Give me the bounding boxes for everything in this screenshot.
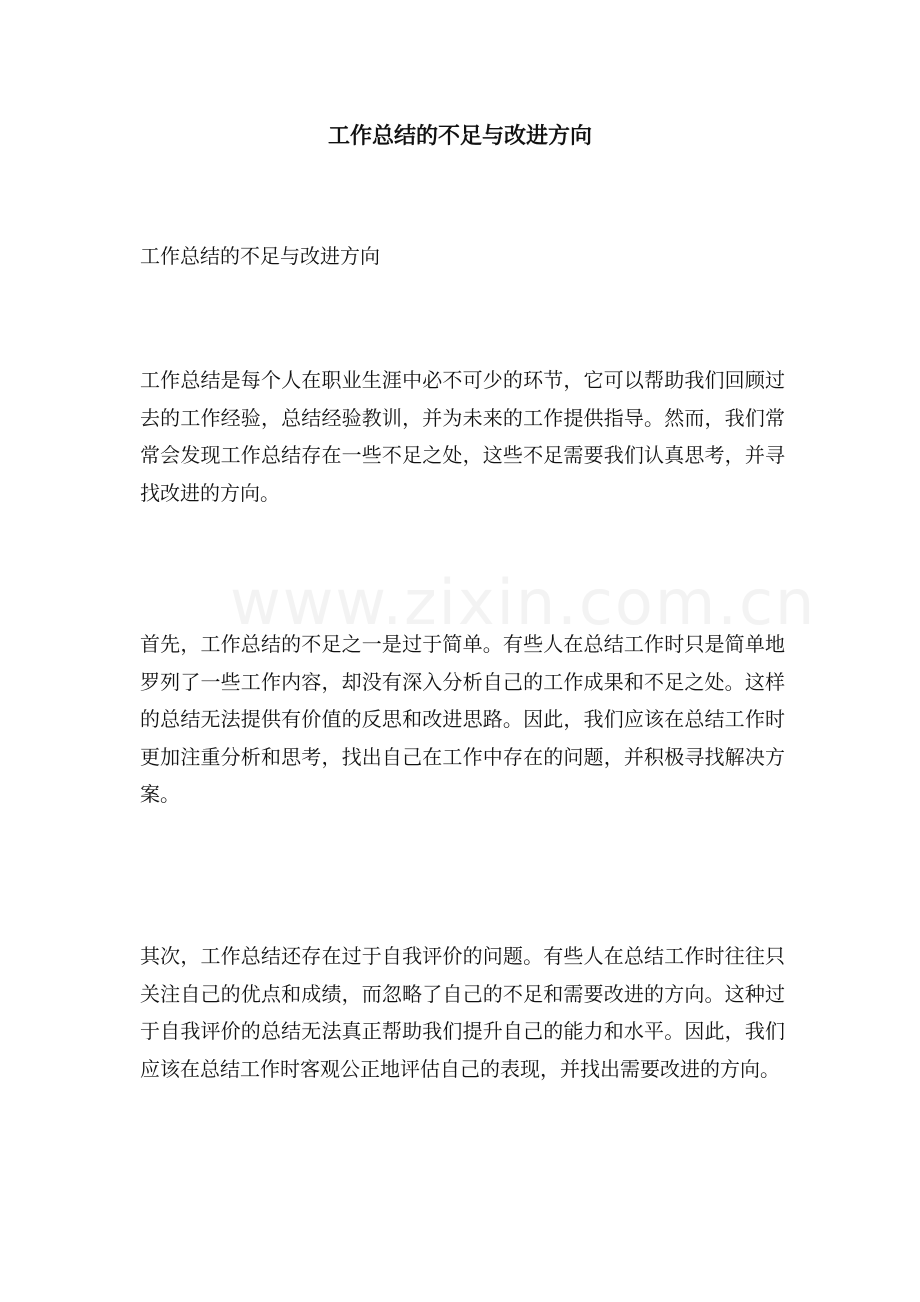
document-title: 工作总结的不足与改进方向 (327, 123, 592, 149)
document-subtitle: 工作总结的不足与改进方向 (140, 244, 380, 268)
paragraph-3: 其次，工作总结还存在过于自我评价的问题。有些人在总结工作时往往只关注自己的优点和成绩，而忽略了自己的不足和需要改进的方向。这种过于自我评价的总结无法真正帮助我们提升自己的能力和水平。因此，我们应该在总结工作时客观公正地评估自己的表现，并找出需要改进的方向。 (140, 944, 785, 1081)
watermark: www.zixin.com.cn (230, 566, 817, 639)
paragraph-1: 工作总结是每个人在职业生涯中必不可少的环节，它可以帮助我们回顾过去的工作经验，总结经验教训，并为未来的工作提供指导。然而，我们常常会发现工作总结存在一些不足之处，这些不足需要我们认真思考，并寻找改进的方向。 (140, 368, 785, 505)
paragraph-2: 首先，工作总结的不足之一是过于简单。有些人在总结工作时只是简单地罗列了一些工作内容，却没有深入分析自己的工作成果和不足之处。这样的总结无法提供有价值的反思和改进思路。因此，我们应该在总结工作时更加注重分析和思考，找出自己在工作中存在的问题，并积极寻找解决方案。 (140, 632, 785, 806)
